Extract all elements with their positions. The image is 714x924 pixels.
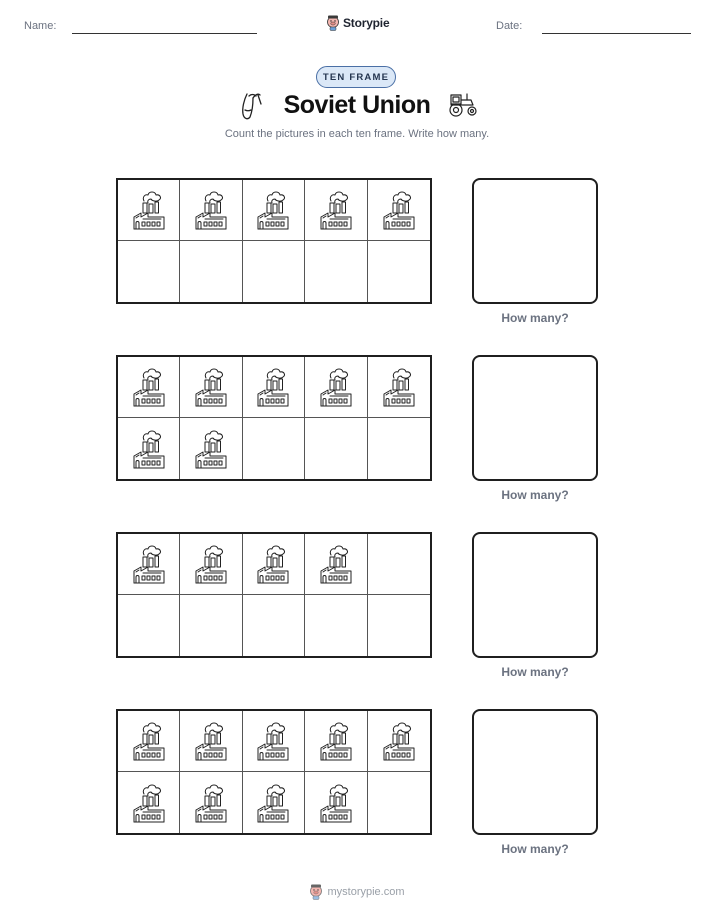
ten-frame-cell bbox=[368, 241, 430, 302]
brand-logo bbox=[326, 14, 389, 32]
answer-box-4[interactable] bbox=[472, 709, 598, 835]
ten-frame-cell bbox=[180, 418, 242, 479]
name-label: Name: bbox=[24, 20, 57, 32]
ten-frame-cell bbox=[180, 772, 242, 833]
ten-frame-cell bbox=[243, 534, 305, 595]
date-label: Date: bbox=[496, 20, 523, 32]
ten-frame-cell bbox=[305, 772, 367, 833]
ten-frame-cell bbox=[305, 418, 367, 479]
ten-frame-cell bbox=[368, 772, 430, 833]
answer-box-2[interactable] bbox=[472, 355, 598, 481]
how-many-label: How many? bbox=[501, 665, 569, 679]
how-many-label: How many? bbox=[501, 311, 569, 325]
ten-frame-cell bbox=[180, 595, 242, 656]
factory-icon bbox=[317, 720, 355, 762]
ten-frame-cell bbox=[180, 711, 242, 772]
ten-frame-cell bbox=[180, 357, 242, 418]
ten-frame-cell bbox=[368, 357, 430, 418]
ten-frame-cell bbox=[243, 357, 305, 418]
factory-icon bbox=[130, 189, 168, 231]
factory-icon bbox=[130, 543, 168, 585]
ten-frame-4 bbox=[116, 709, 432, 835]
tractor-icon bbox=[447, 90, 479, 118]
ballet-shoe-icon bbox=[238, 90, 264, 122]
ten-frame-cell bbox=[118, 772, 180, 833]
factory-icon bbox=[380, 366, 418, 408]
factory-icon bbox=[254, 782, 292, 824]
ten-frame-cell bbox=[243, 180, 305, 241]
factory-icon bbox=[130, 366, 168, 408]
factory-icon bbox=[192, 428, 230, 470]
ten-frame-cell bbox=[118, 418, 180, 479]
factory-icon bbox=[317, 543, 355, 585]
ten-frame-cell bbox=[305, 595, 367, 656]
ten-frame-cell bbox=[368, 180, 430, 241]
how-many-label: How many? bbox=[501, 842, 569, 856]
factory-icon bbox=[130, 428, 168, 470]
factory-icon bbox=[192, 366, 230, 408]
factory-icon bbox=[192, 782, 230, 824]
factory-icon bbox=[317, 782, 355, 824]
factory-icon bbox=[380, 189, 418, 231]
factory-icon bbox=[254, 720, 292, 762]
ten-frame-1 bbox=[116, 178, 432, 304]
footer-url: mystorypie.com bbox=[327, 886, 405, 898]
ten-frame-2 bbox=[116, 355, 432, 481]
date-line[interactable] bbox=[542, 33, 691, 34]
factory-icon bbox=[192, 189, 230, 231]
page-title: Soviet Union bbox=[283, 91, 431, 119]
ten-frame-cell bbox=[180, 180, 242, 241]
ten-frame-cell bbox=[305, 241, 367, 302]
ten-frame-cell bbox=[118, 241, 180, 302]
instructions: Count the pictures in each ten frame. Write how many. bbox=[224, 128, 490, 140]
name-line[interactable] bbox=[72, 33, 257, 34]
ten-frame-cell bbox=[118, 595, 180, 656]
ten-frame-cell bbox=[180, 534, 242, 595]
ten-frame-cell bbox=[118, 180, 180, 241]
how-many-label: How many? bbox=[501, 488, 569, 502]
ten-frame-cell bbox=[118, 534, 180, 595]
brand-name: Storypie bbox=[343, 16, 390, 30]
factory-icon bbox=[254, 543, 292, 585]
factory-icon bbox=[380, 720, 418, 762]
pig-mascot-icon bbox=[326, 15, 340, 31]
factory-icon bbox=[130, 782, 168, 824]
ten-frame-cell bbox=[368, 595, 430, 656]
ten-frame-cell bbox=[118, 711, 180, 772]
ten-frame-cell bbox=[305, 534, 367, 595]
factory-icon bbox=[130, 720, 168, 762]
factory-icon bbox=[317, 189, 355, 231]
factory-icon bbox=[317, 366, 355, 408]
ten-frame-cell bbox=[368, 418, 430, 479]
ten-frame-cell bbox=[305, 180, 367, 241]
ten-frame-cell bbox=[368, 711, 430, 772]
ten-frame-cell bbox=[180, 241, 242, 302]
ten-frame-cell bbox=[243, 711, 305, 772]
ten-frame-cell bbox=[243, 418, 305, 479]
ten-frame-cell bbox=[243, 595, 305, 656]
footer bbox=[0, 884, 714, 900]
ten-frame-cell bbox=[368, 534, 430, 595]
ten-frame-cell bbox=[243, 241, 305, 302]
answer-box-1[interactable] bbox=[472, 178, 598, 304]
ten-frame-cell bbox=[243, 772, 305, 833]
factory-icon bbox=[192, 720, 230, 762]
ten-frame-cell bbox=[305, 711, 367, 772]
ten-frame-cell bbox=[305, 357, 367, 418]
ten-frame-badge: TEN FRAME bbox=[316, 66, 396, 88]
ten-frame-3 bbox=[116, 532, 432, 658]
factory-icon bbox=[254, 189, 292, 231]
factory-icon bbox=[192, 543, 230, 585]
ten-frame-cell bbox=[118, 357, 180, 418]
answer-box-3[interactable] bbox=[472, 532, 598, 658]
factory-icon bbox=[254, 366, 292, 408]
pig-mascot-icon bbox=[309, 884, 323, 900]
